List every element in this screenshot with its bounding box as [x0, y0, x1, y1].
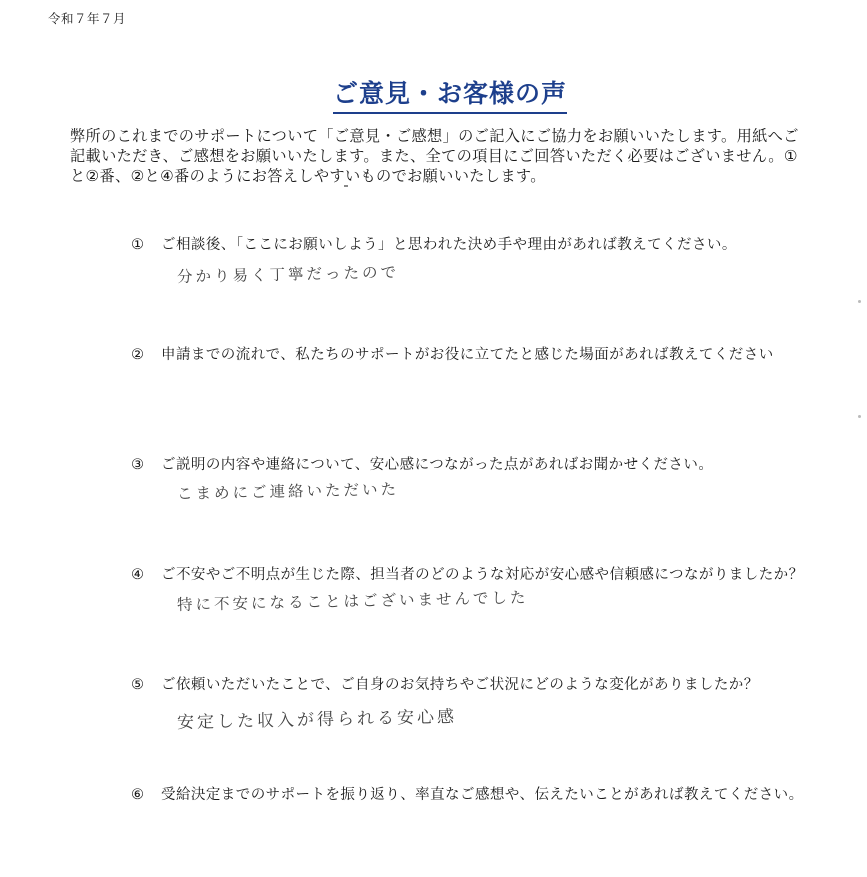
- page-title-text: ご意見・お客様の声: [333, 74, 567, 114]
- question-text: 申請までの流れで、私たちのサポートがお役に立てたと感じた場面があれば教えてください: [161, 347, 774, 363]
- answer-5: 安定した収入が得られる安心感: [176, 707, 458, 733]
- answer-3: こまめにご連絡いただいた: [176, 480, 400, 503]
- question-number: ⑥: [131, 787, 145, 803]
- question-number: ③: [131, 457, 145, 473]
- question-number: ④: [131, 567, 145, 583]
- intro-paragraph: 弊所のこれまでのサポートについて「ご意見・ご感想」のご記入にご協力をお願いいたします。用紙へご記載いただき、ご感想をお願いいたします。また、全ての項目にご回答いただく必要はございません。①と②番、②と④番のようにお答えしやすいものでお願いいたします。: [70, 127, 799, 185]
- question-2: [131, 343, 774, 364]
- question-1: [131, 233, 737, 254]
- question-text: ご説明の内容や連絡について、安心感につながった点があればお聞かせください。: [161, 457, 714, 473]
- page-title: [0, 74, 867, 114]
- stray-mark: [344, 185, 348, 187]
- question-text: ご依頼いただいたことで、ご自身のお気持ちやご状況にどのような変化がありましたか？: [161, 677, 759, 693]
- question-4: [131, 563, 804, 584]
- scan-artifact: [858, 300, 861, 303]
- question-number: ①: [131, 237, 145, 253]
- question-number: ②: [131, 347, 145, 363]
- question-6: [131, 783, 804, 804]
- document-date: 令和７年７月: [48, 11, 127, 26]
- question-3: [131, 453, 713, 474]
- scan-artifact: [858, 415, 861, 418]
- question-text: 受給決定までのサポートを振り返り、率直なご感想や、伝えたいことがあれば教えてください。: [161, 787, 804, 803]
- answer-1: 分かり易く丁寧だったので: [176, 263, 400, 286]
- question-text: ご不安やご不明点が生じた際、担当者のどのような対応が安心感や信頼感につながりましたか？: [161, 567, 804, 583]
- question-number: ⑤: [131, 677, 145, 693]
- question-text: ご相談後、「ここにお願いしよう」と思われた決め手や理由があれば教えてください。: [161, 237, 737, 253]
- question-5: [131, 673, 759, 694]
- answer-4: 特に不安になることはございませんでした: [176, 588, 529, 614]
